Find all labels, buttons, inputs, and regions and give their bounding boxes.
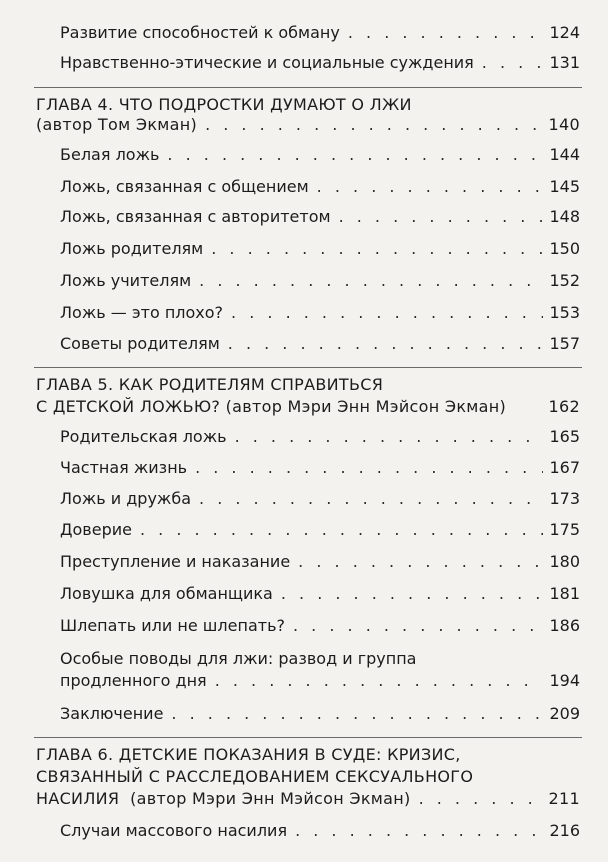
entry-title: Доверие xyxy=(60,520,132,539)
toc-entry[interactable] xyxy=(60,52,580,74)
entry-page: 162 xyxy=(548,397,580,416)
entry-page: 209 xyxy=(549,704,580,723)
entry-title-line2: продленного дня xyxy=(60,671,207,690)
entry-page: 152 xyxy=(549,271,580,290)
dot-leader xyxy=(339,206,544,228)
entry-page: 173 xyxy=(549,489,580,508)
toc-entry[interactable] xyxy=(60,670,580,692)
dot-leader xyxy=(167,144,543,166)
chapter-4-entry[interactable] xyxy=(36,114,580,136)
dot-leader xyxy=(281,583,544,605)
entry-page: 150 xyxy=(549,239,580,258)
entry-title: Частная жизнь xyxy=(60,458,188,477)
chapter-6-entry[interactable] xyxy=(36,788,580,810)
entry-page: 175 xyxy=(549,520,580,539)
divider xyxy=(34,87,582,88)
entry-page: 181 xyxy=(549,584,580,603)
entry-title: Нравственно-этические и социальные суждения xyxy=(60,53,474,72)
dot-leader xyxy=(317,176,544,198)
chapter-4-title-line2: (автор Том Экман) xyxy=(36,115,198,134)
entry-title: Родительская ложь xyxy=(60,427,227,446)
dot-leader xyxy=(195,457,543,479)
entry-page: 211 xyxy=(548,789,580,808)
entry-title: Преступление и наказание xyxy=(60,552,291,571)
entry-title: Шлепать или не шлепать? xyxy=(60,616,285,635)
entry-title: Белая ложь xyxy=(60,145,160,164)
entry-title: Ловушка для обманщика xyxy=(60,584,273,603)
dot-leader xyxy=(171,703,543,725)
toc-entry[interactable] xyxy=(60,333,580,355)
toc-entry[interactable] xyxy=(60,488,580,510)
dot-leader xyxy=(199,270,543,292)
entry-page: 216 xyxy=(549,821,580,840)
dot-leader xyxy=(419,788,543,810)
toc-entry[interactable] xyxy=(60,22,580,44)
entry-title: Заключение xyxy=(60,704,164,723)
toc-entry[interactable] xyxy=(60,302,580,324)
toc-entry[interactable] xyxy=(60,551,580,573)
toc-entry[interactable] xyxy=(60,820,580,842)
entry-page: 145 xyxy=(549,177,580,196)
dot-leader xyxy=(235,426,544,448)
dot-leader xyxy=(482,52,544,74)
entry-title: Развитие способностей к обману xyxy=(60,23,340,42)
dot-leader xyxy=(211,238,543,260)
toc-entry[interactable] xyxy=(60,176,580,198)
chapter-6-title-line2[interactable]: СВЯЗАННЫЙ С РАССЛЕДОВАНИЕМ СЕКСУАЛЬНОГО xyxy=(36,767,474,786)
entry-page: 157 xyxy=(549,334,580,353)
toc-entry[interactable] xyxy=(60,270,580,292)
dot-leader xyxy=(295,820,543,842)
chapter-6-title-line1[interactable]: ГЛАВА 6. ДЕТСКИЕ ПОКАЗАНИЯ В СУДЕ: КРИЗИС, xyxy=(36,745,461,764)
toc-entry[interactable] xyxy=(60,615,580,637)
entry-title: Ложь — это плохо? xyxy=(60,303,224,322)
toc-entry[interactable] xyxy=(60,583,580,605)
dot-leader xyxy=(293,615,543,637)
divider xyxy=(34,367,582,368)
entry-page: 148 xyxy=(549,207,580,226)
entry-title: Ложь, связанная с авторитетом xyxy=(60,207,331,226)
entry-page: 153 xyxy=(549,303,580,322)
toc-entry[interactable] xyxy=(60,703,580,725)
entry-title: Ложь родителям xyxy=(60,239,204,258)
toc-entry[interactable] xyxy=(60,238,580,260)
dot-leader xyxy=(228,333,544,355)
dot-leader xyxy=(205,114,542,136)
dot-leader xyxy=(298,551,543,573)
entry-page: 144 xyxy=(549,145,580,164)
chapter-5-title-line2: С ДЕТСКОЙ ЛОЖЬЮ? (автор Мэри Энн Мэйсон Экман) xyxy=(36,397,507,416)
entry-title: Случаи массового насилия xyxy=(60,821,288,840)
entry-title: Советы родителям xyxy=(60,334,220,353)
dot-leader xyxy=(199,488,543,510)
toc-entry[interactable] xyxy=(60,519,580,541)
toc-entry[interactable] xyxy=(60,426,580,448)
entry-page: 140 xyxy=(548,115,580,134)
dot-leader xyxy=(231,302,543,324)
entry-title: Ложь и дружба xyxy=(60,489,192,508)
entry-title: Ложь учителям xyxy=(60,271,192,290)
dot-leader xyxy=(215,670,544,692)
entry-page: 124 xyxy=(549,23,580,42)
dot-leader xyxy=(140,519,543,541)
entry-page: 131 xyxy=(549,53,580,72)
entry-title-line1[interactable]: Особые поводы для лжи: развод и группа xyxy=(60,649,417,668)
entry-page: 186 xyxy=(549,616,580,635)
dot-leader xyxy=(348,22,544,44)
entry-page: 194 xyxy=(549,671,580,690)
toc-entry[interactable] xyxy=(60,457,580,479)
divider xyxy=(34,737,582,738)
chapter-5-entry[interactable] xyxy=(36,396,580,418)
entry-title: Ложь, связанная с общением xyxy=(60,177,309,196)
toc-entry[interactable] xyxy=(60,206,580,228)
toc-entry[interactable] xyxy=(60,144,580,166)
chapter-6-title-line3: НАСИЛИЯ (автор Мэри Энн Мэйсон Экман) xyxy=(36,789,411,808)
entry-page: 180 xyxy=(549,552,580,571)
entry-page: 167 xyxy=(549,458,580,477)
chapter-5-title-line1[interactable]: ГЛАВА 5. КАК РОДИТЕЛЯМ СПРАВИТЬСЯ xyxy=(36,375,384,394)
chapter-4-title-line1[interactable]: ГЛАВА 4. ЧТО ПОДРОСТКИ ДУМАЮТ О ЛЖИ xyxy=(36,95,412,114)
entry-page: 165 xyxy=(549,427,580,446)
